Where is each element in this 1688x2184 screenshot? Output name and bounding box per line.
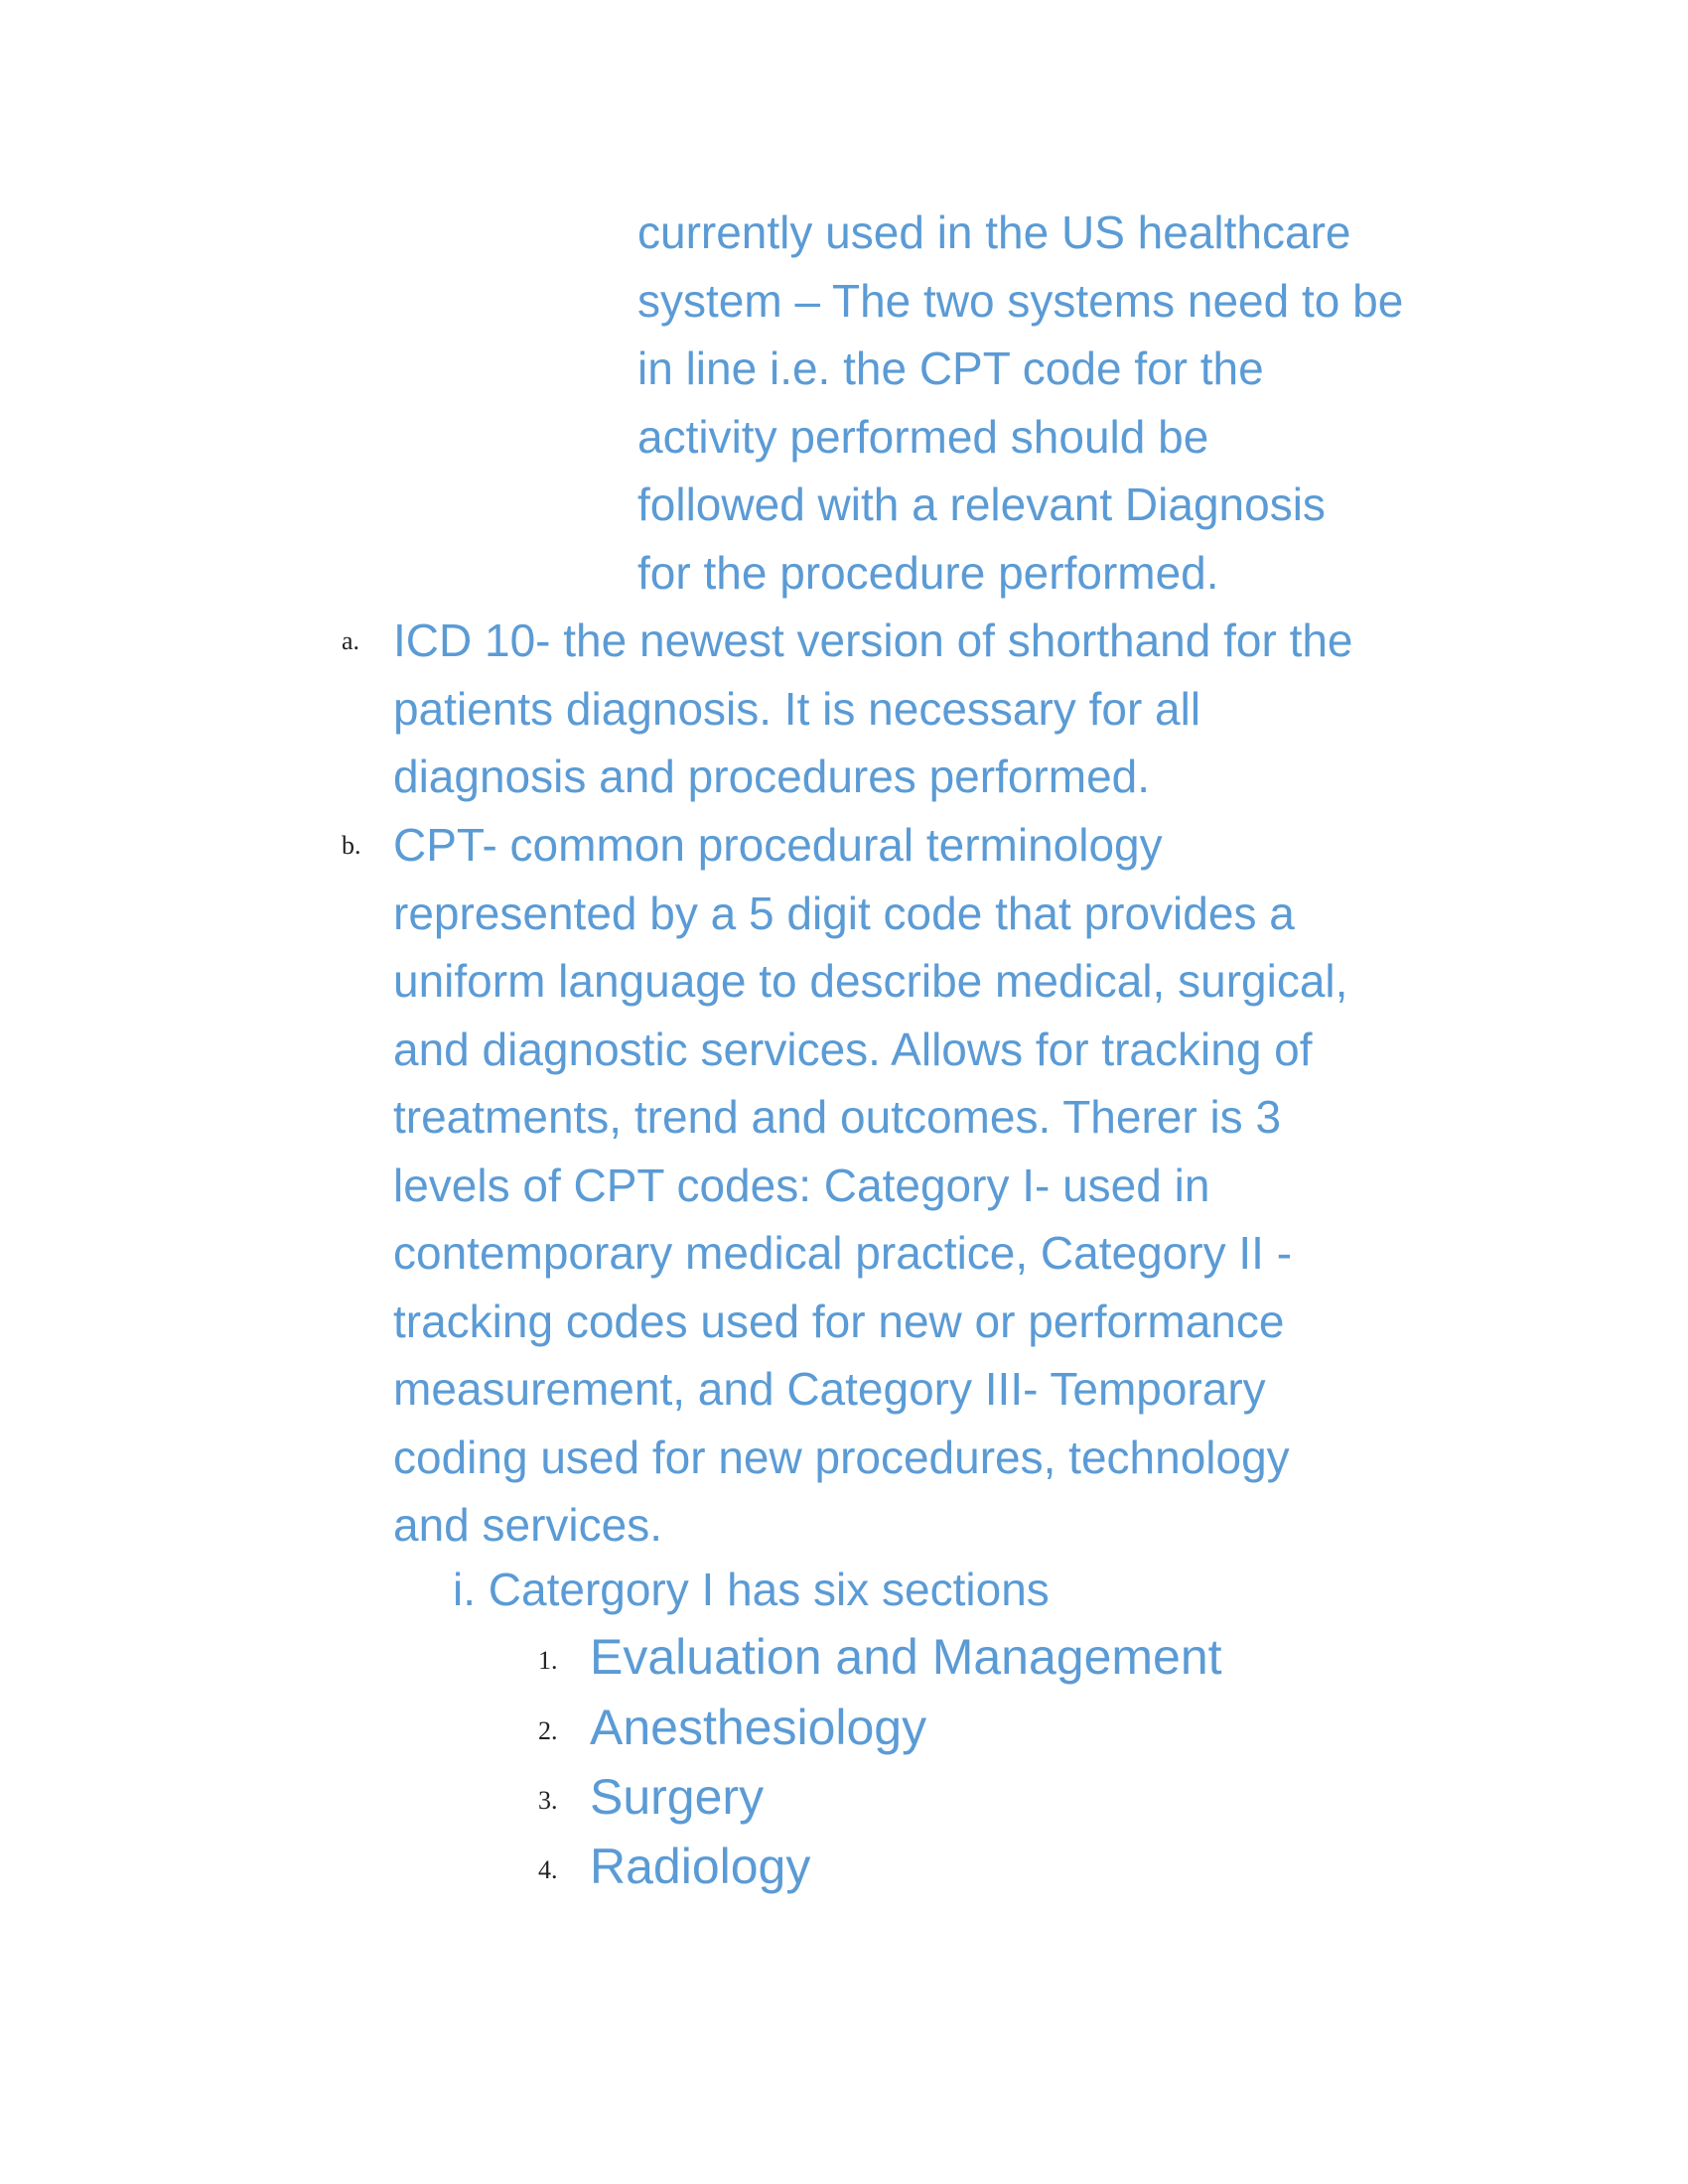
item-b-line-9: measurement, and Category III- Temporary [393, 1363, 1266, 1415]
section-item-1 [590, 1623, 1222, 1692]
section-item-1-text: Evaluation and Management [590, 1629, 1222, 1685]
continuation-line-3: in line i.e. the CPT code for the [637, 342, 1264, 394]
item-b-line-3: uniform language to describe medical, surgical, [393, 955, 1348, 1007]
item-a-line-3: diagnosis and procedures performed. [393, 751, 1151, 802]
list-item-b [393, 811, 1347, 1560]
continuation-line-2: system – The two systems need to be [637, 274, 1404, 327]
section-marker-1: 1. [538, 1646, 558, 1675]
item-b-line-8: tracking codes used for new or performance [393, 1295, 1285, 1347]
section-item-2 [590, 1694, 926, 1762]
item-a-line-2: patients diagnosis. It is necessary for all [393, 682, 1201, 735]
item-b-line-1: CPT- common procedural terminology [393, 819, 1163, 871]
section-marker-2: 2. [538, 1716, 558, 1745]
item-b-line-11: and services. [393, 1499, 663, 1551]
section-marker-4: 4. [538, 1855, 558, 1884]
list-marker-a: a. [342, 626, 360, 655]
item-a-line-1: ICD 10- the newest version of shorthand for the [393, 614, 1353, 666]
item-b-line-6: levels of CPT codes: Category I- used in [393, 1159, 1210, 1211]
list-marker-b: b. [342, 831, 361, 860]
continuation-line-1: currently used in the US healthcare [637, 206, 1351, 258]
section-item-3-text: Surgery [590, 1769, 765, 1825]
sub-item-i-text: i. Catergory I has six sections [453, 1564, 1050, 1615]
continuation-paragraph [637, 199, 1403, 607]
section-item-2-text: Anesthesiology [590, 1700, 927, 1755]
section-item-4-text: Radiology [590, 1839, 811, 1894]
item-b-line-7: contemporary medical practice, Category II - [393, 1227, 1293, 1279]
section-item-4 [590, 1833, 810, 1901]
sub-list-item-i [453, 1556, 1050, 1624]
list-item-a [393, 607, 1353, 811]
item-b-line-2: represented by a 5 digit code that provides a [393, 887, 1295, 939]
continuation-line-5: followed with a relevant Diagnosis [637, 478, 1326, 530]
item-b-line-4: and diagnostic services. Allows for tracking of [393, 1023, 1313, 1075]
continuation-line-4: activity performed should be [637, 410, 1209, 463]
item-b-line-10: coding used for new procedures, technology [393, 1431, 1290, 1483]
section-marker-3: 3. [538, 1786, 558, 1815]
item-b-line-5: treatments, trend and outcomes. Therer is 3 [393, 1091, 1282, 1143]
section-item-3 [590, 1763, 764, 1832]
continuation-line-6: for the procedure performed. [637, 546, 1219, 599]
